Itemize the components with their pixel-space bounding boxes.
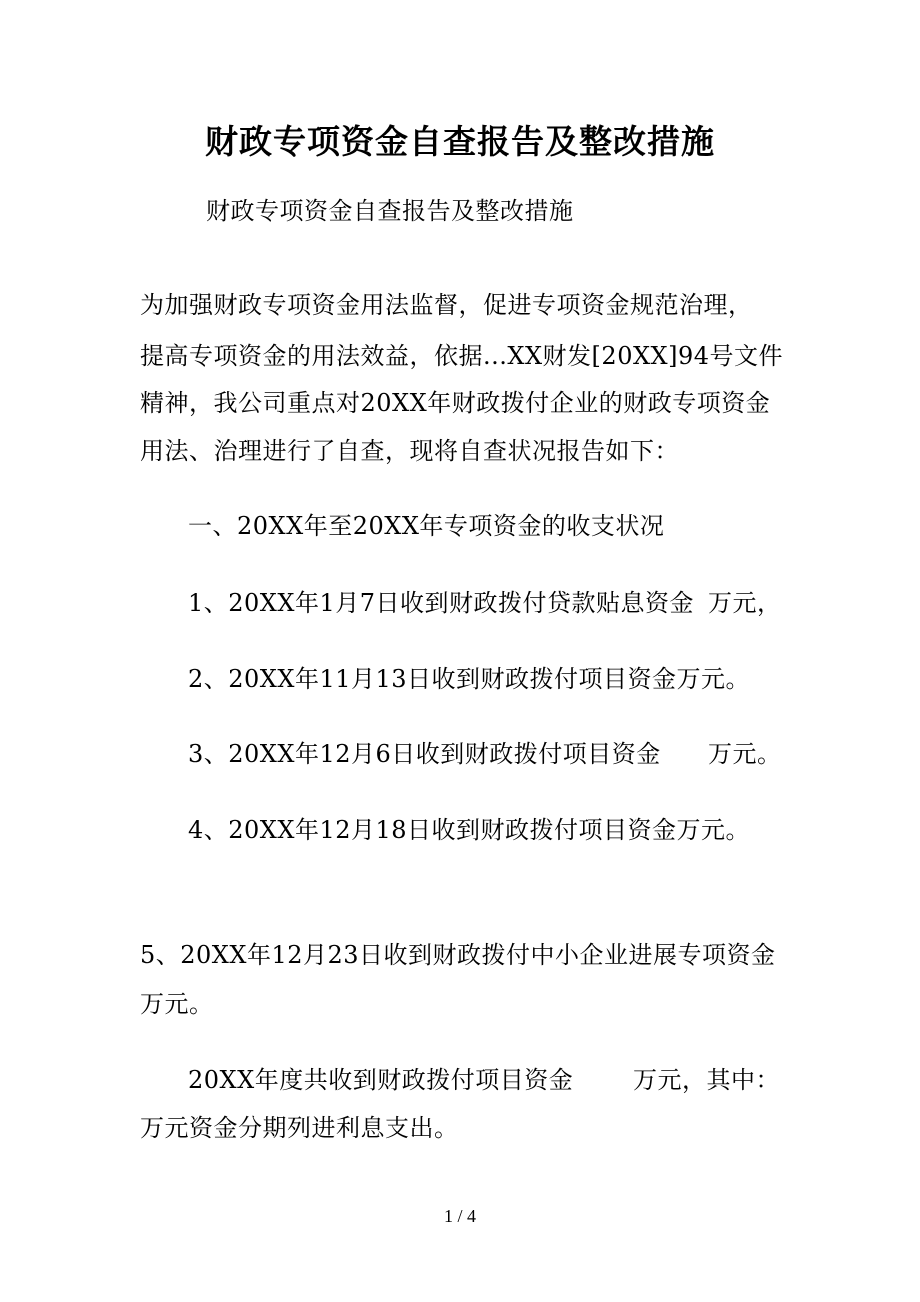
- summary-line-1-amount: 万元，其中：: [633, 1066, 780, 1094]
- list-item-1: [188, 585, 694, 621]
- document-title: 财政专项资金自查报告及整改措施: [205, 122, 715, 161]
- summary-line-1: 20XX年度共收到财政拨付项目资金: [188, 1066, 574, 1094]
- list-item-5-line-2: 万元。: [140, 990, 214, 1018]
- section-heading: 一、20XX年至20XX年专项资金的收支状况: [188, 512, 665, 540]
- list-item-4: 4、20XX年12月18日收到财政拨付项目资金万元。: [188, 816, 751, 844]
- document-subtitle: 财政专项资金自查报告及整改措施: [206, 197, 574, 225]
- intro-line-1: 为加强财政专项资金用法监督，促进专项资金规范治理，: [140, 291, 753, 319]
- intro-line-3: 精神，我公司重点对20XX年财政拨付企业的财政专项资金: [140, 389, 771, 417]
- list-item-1-amount: 万元，: [708, 589, 782, 617]
- page-number: 1 / 4: [443, 1206, 476, 1226]
- intro-line-4: 用法、治理进行了自查，现将自查状况报告如下：: [140, 437, 679, 465]
- list-item-5-line-1: 5、20XX年12月23日收到财政拨付中小企业进展专项资金: [140, 941, 776, 969]
- intro-line-2: 提高专项资金的用法效益，依据...XX财发[20XX]94号文件: [140, 342, 784, 370]
- list-item-3-amount: 万元。: [708, 740, 782, 768]
- summary-line-2: 万元资金分期列进利息支出。: [140, 1114, 459, 1142]
- list-item-3: 3、20XX年12月6日收到财政拨付项目资金: [188, 740, 661, 768]
- list-item-1-text: 1、20XX年1月7日收到财政拨付贷款贴息资金: [188, 589, 695, 617]
- list-item-2: 2、20XX年11月13日收到财政拨付项目资金万元。: [188, 665, 751, 693]
